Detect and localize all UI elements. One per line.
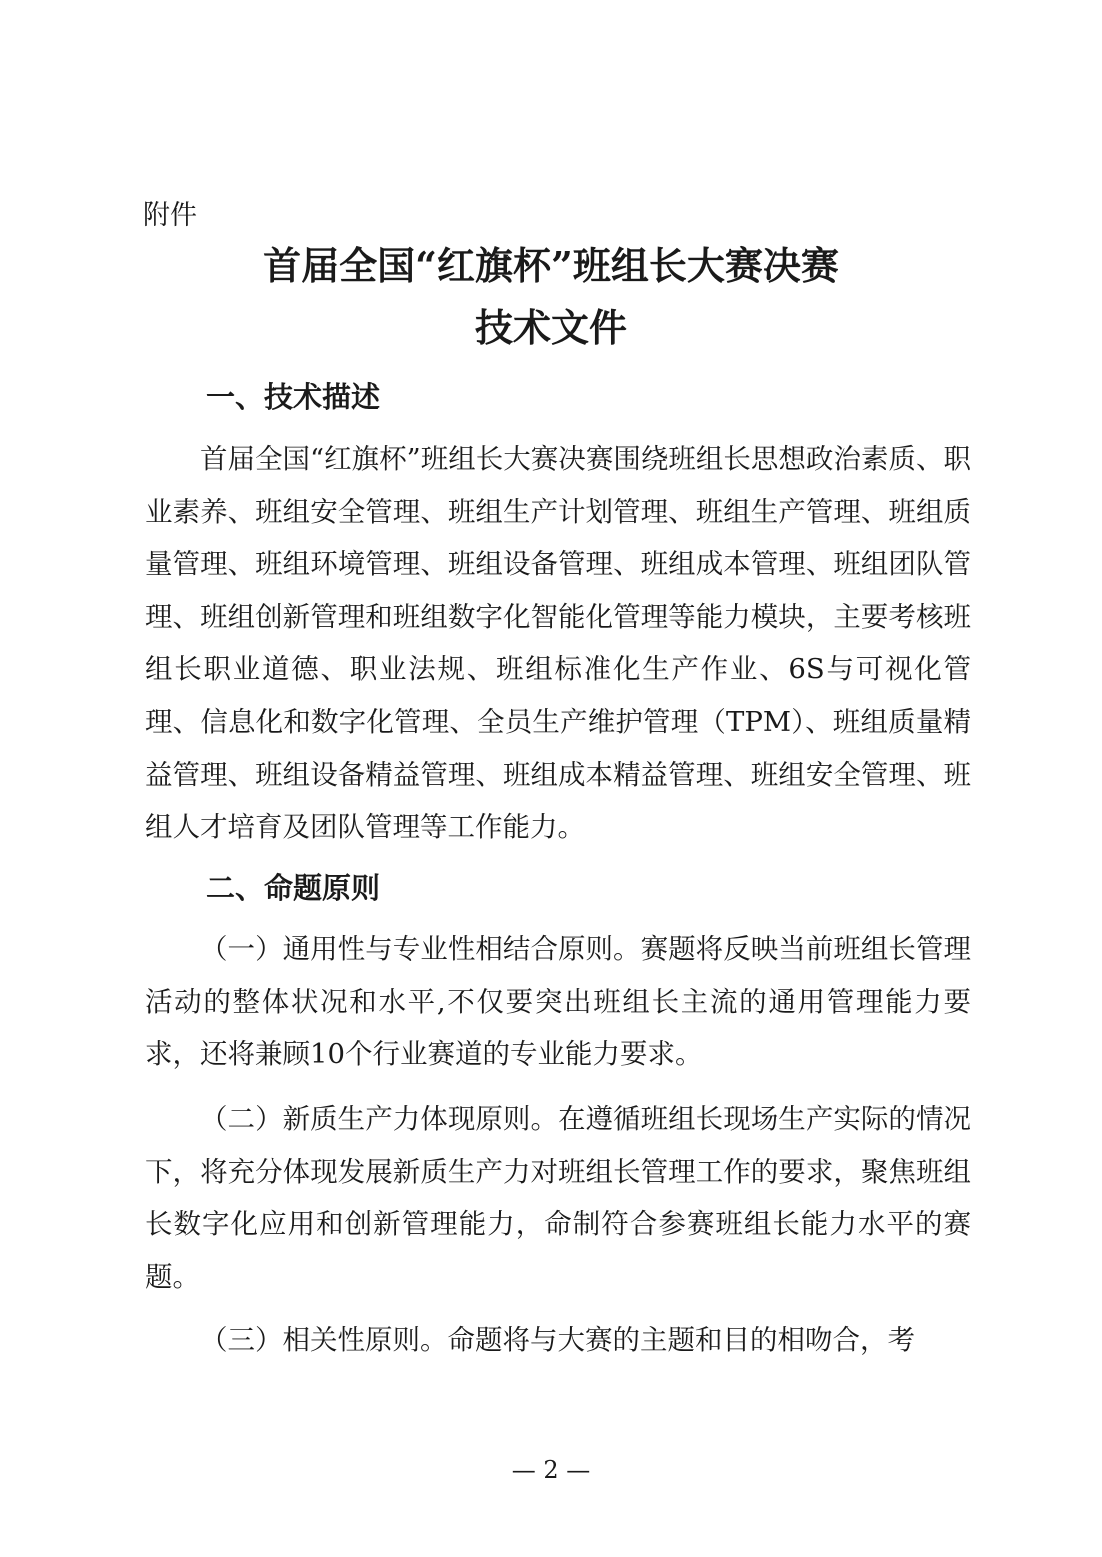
section2-heading: 二、命题原则	[206, 871, 381, 905]
section1-body: 首届全国“红旗杯”班组长大赛决赛围绕班组长思想政治素质、职业素养、班组安全管理、班组生产计划管理、班组生产管理、班组质量管理、班组环境管理、班组设备管理、班组成本管理、班组团队管理、班组创新管理和班组数字化智能化管理等能力模块，主要考核班组长职业道德、职业法规、班组标准化生产作业、6S与可视化管理、信息化和数字化管理、全员生产维护管理（TPM）、班组质量精益管理、班组设备精益管理、班组成本精益管理、班组安全管理、班组人才培育及团队管理等工作能力。	[145, 443, 971, 844]
page-number: — 2 —	[511, 1456, 591, 1484]
document-title-line1: 首届全国“红旗杯”班组长大赛决赛	[263, 243, 839, 288]
section2-para3: （三）相关性原则。命题将与大赛的主题和目的相吻合，考	[200, 1324, 915, 1356]
attachment-label: 附件	[143, 200, 197, 231]
section2-para2: （二）新质生产力体现原则。在遵循班组长现场生产实际的情况下，将充分体现发展新质生产力对班组长管理工作的要求，聚焦班组长数字化应用和创新管理能力，命制符合参赛班组长能力水平的赛题。	[145, 1103, 971, 1293]
document-title-line2: 技术文件	[474, 305, 627, 350]
section1-heading: 一、技术描述	[206, 380, 381, 414]
section2-para1: （一）通用性与专业性相结合原则。赛题将反映当前班组长管理活动的整体状况和水平,不仅要突出班组长主流的通用管理能力要求，还将兼顾10个行业赛道的专业能力要求。	[145, 933, 971, 1071]
